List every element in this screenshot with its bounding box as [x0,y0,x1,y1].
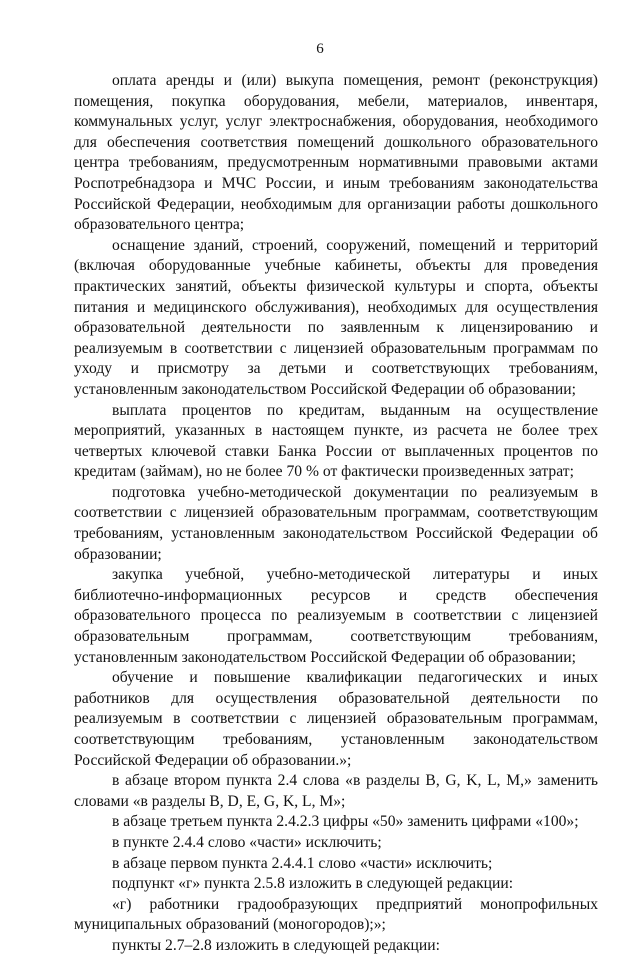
paragraph-subpoint-g: «г) работники градообразующих предприятий монопрофильных муниципальных образований (моногородов);»; [74,895,598,934]
paragraph-rent-and-repair: оплата аренды и (или) выкупа помещения, ремонт (реконструкция) помещения, покупка оборудования, мебели, материалов, инвентаря, коммунальных услуг, услуг электроснабжения, оборудования, необходимого для обеспечения соответствия помещений дошкольного образовательного центра требованиям, предусмотренным нормативными правовыми актами Роспотребнадзора и МЧС России, и иным требованиям законодательства Российской Федерации, необходимым для организации работы дошкольного образовательного центра; [74,72,598,234]
paragraph-staff-training: обучение и повышение квалификации педагогических и иных работников для осуществления образовательной деятельности по реализуемым в соответствии с лицензией образовательным программам, соответствующим требованиям, установленным законодательством Российской Федерации об образовании.»; [74,669,598,769]
paragraph-amendment-2-4-4: в пункте 2.4.4 слово «части» исключить; [112,833,382,851]
paragraph-amendment-2-4: в абзаце втором пункта 2.4 слова «в разделы B, G, K, L, M,» заменить словами «в разделы B, D, E, G, K, L, M»; [74,772,598,810]
paragraph-literature-purchase: закупка учебной, учебно-методической литературы и иных библиотечно-информационных ресурсов и средств обеспечения образовательного процесса по реализуемым в соответствии с лицензией образовательным программам, соответствующим требованиям, установленным законодательством Российской Федерации об образовании; [74,566,598,666]
paragraph-amendment-2-5-8: подпункт «г» пункта 2.5.8 изложить в следующей редакции: [112,875,514,893]
paragraph-points-2-7-2-8: пункты 2.7–2.8 изложить в следующей редакции: [112,936,440,954]
page-number: 6 [316,41,324,57]
paragraph-equipping-buildings: оснащение зданий, строений, сооружений, помещений и территорий (включая оборудованные учебные кабинеты, объекты для проведения практических занятий, объекты физической культуры и спорта, объекты питания и медицинского обслуживания), необходимых для осуществления образовательной деятельности по заявленным к лицензированию и реализуемым в соответствии с лицензией образовательным программам по уходу и присмотру за детьми и соответствующих требованиям, установленным законодательством Российской Федерации об образовании; [74,236,598,398]
paragraph-amendment-2-4-2-3: в абзаце третьем пункта 2.4.2.3 цифры «50» заменить цифрами «100»; [112,813,579,831]
paragraph-methodical-docs: подготовка учебно-методической документации по реализуемым в соответствии с лицензией образовательным программам, соответствующим требованиям, установленным законодательством Российской Федерации об образовании; [74,483,598,563]
paragraph-loan-interest: выплата процентов по кредитам, выданным на осуществление мероприятий, указанных в настоящем пункте, из расчета не более трех четвертых ключевой ставки Банка России от выплаченных процентов по кредитам (займам), но не более 70 % от фактически произведенных затрат; [74,401,598,481]
document-body [74,71,598,957]
paragraph-amendment-2-4-4-1: в абзаце первом пункта 2.4.4.1 слово «части» исключить; [112,854,493,872]
